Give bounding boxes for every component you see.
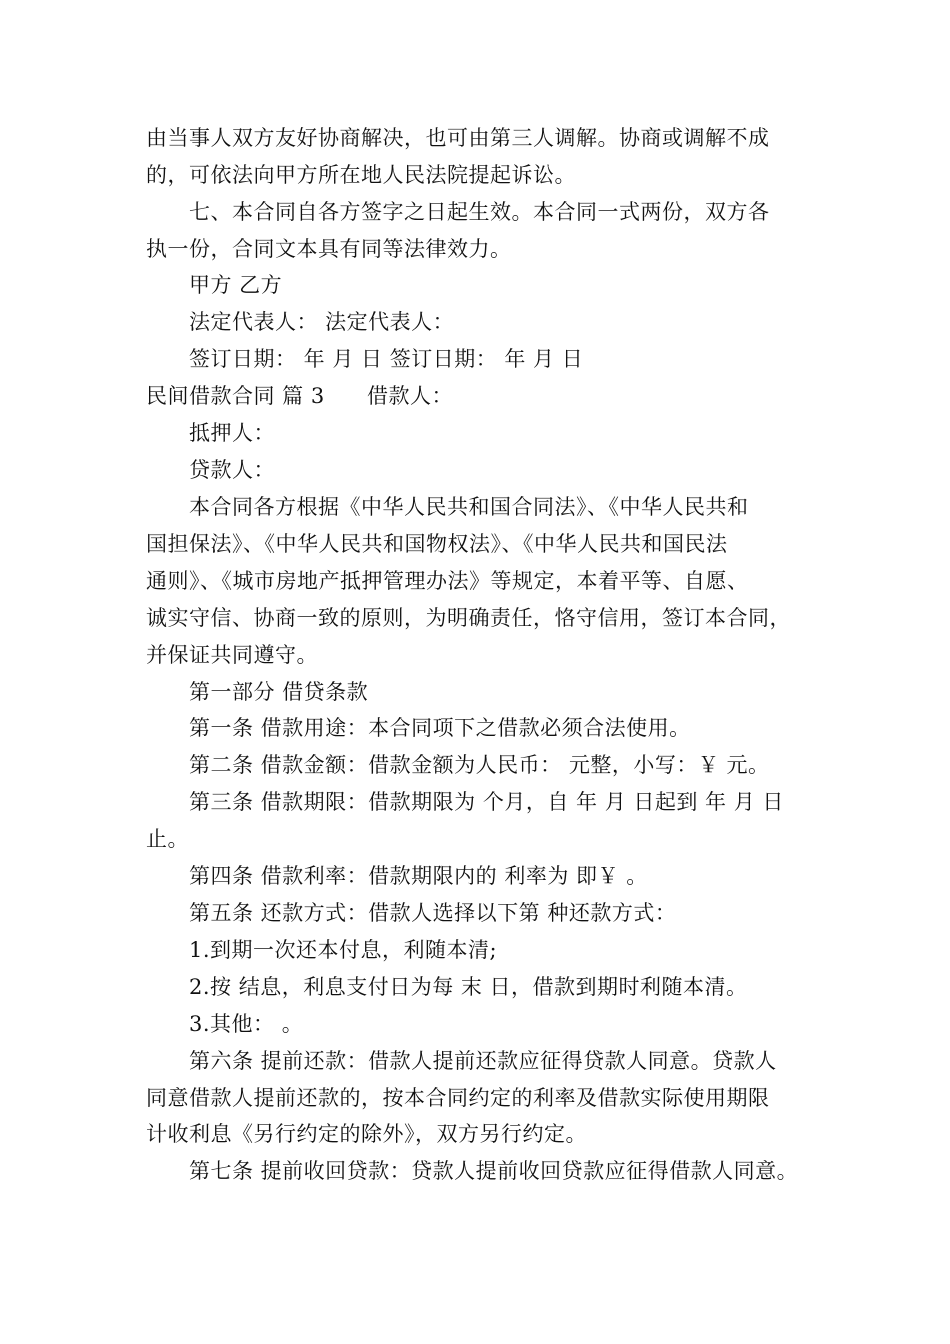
article-line: 第一条 借款用途：本合同项下之借款必须合法使用。 — [189, 716, 691, 740]
lender-label: 贷款人： — [189, 458, 275, 482]
text-line: 计收利息《另行约定的除外》，双方另行约定。 — [146, 1122, 587, 1146]
text-line: 本合同各方根据《中华人民共和国合同法》、《中华人民共和 — [189, 495, 749, 519]
text-line: 通则》、《城市房地产抵押管理办法》等规定，本着平等、自愿、 — [146, 569, 749, 593]
section-title: 民间借款合同 篇 3 — [146, 384, 325, 408]
article-line: 第六条 提前还款：借款人提前还款应征得贷款人同意。贷款人 — [189, 1049, 777, 1073]
article-line: 第五条 还款方式：借款人选择以下第 种还款方式： — [189, 901, 677, 925]
text-line: 诚实守信、协商一致的原则，为明确责任，恪守信用，签订本合同， — [146, 606, 791, 630]
list-item: 3.其他： 。 — [189, 1012, 304, 1036]
text-line: 执一份，合同文本具有同等法律效力。 — [146, 237, 512, 261]
part-heading: 第一部分 借贷条款 — [189, 680, 369, 704]
legal-representatives: 法定代表人： 法定代表人： — [189, 310, 455, 334]
article-line: 第四条 借款利率：借款期限内的 利率为 即￥ 。 — [189, 864, 648, 888]
list-item: 1.到期一次还本付息，利随本清; — [189, 938, 498, 962]
text-line: 并保证共同遵守。 — [146, 643, 318, 667]
mortgagor-label: 抵押人： — [189, 421, 275, 445]
text-line: 由当事人双方友好协商解决，也可由第三人调解。协商或调解不成 — [146, 126, 770, 150]
article-line: 第三条 借款期限：借款期限为 个月，自 年 月 日起到 年 月 日 — [189, 790, 784, 814]
article-line: 第七条 提前收回贷款：贷款人提前收回贷款应征得借款人同意。 — [189, 1159, 799, 1183]
text-line: 止。 — [146, 827, 189, 851]
borrower-label: 借款人： — [367, 384, 453, 408]
article-line: 第二条 借款金额：借款金额为人民币： 元整，小写：￥ 元。 — [189, 753, 770, 777]
text-line: 国担保法》、《中华人民共和国物权法》、《中华人民共和国民法 — [146, 532, 728, 556]
text-line: 同意借款人提前还款的，按本合同约定的利率及借款实际使用期限 — [146, 1086, 770, 1110]
list-item: 2.按 结息，利息支付日为每 末 日，借款到期时利随本清。 — [189, 975, 748, 999]
text-line: 七、本合同自各方签字之日起生效。本合同一式两份，双方各 — [189, 200, 770, 224]
signature-parties: 甲方 乙方 — [189, 273, 283, 297]
signing-dates: 签订日期： 年 月 日 签订日期： 年 月 日 — [189, 347, 584, 371]
text-line: 的，可依法向甲方所在地人民法院提起诉讼。 — [146, 163, 576, 187]
